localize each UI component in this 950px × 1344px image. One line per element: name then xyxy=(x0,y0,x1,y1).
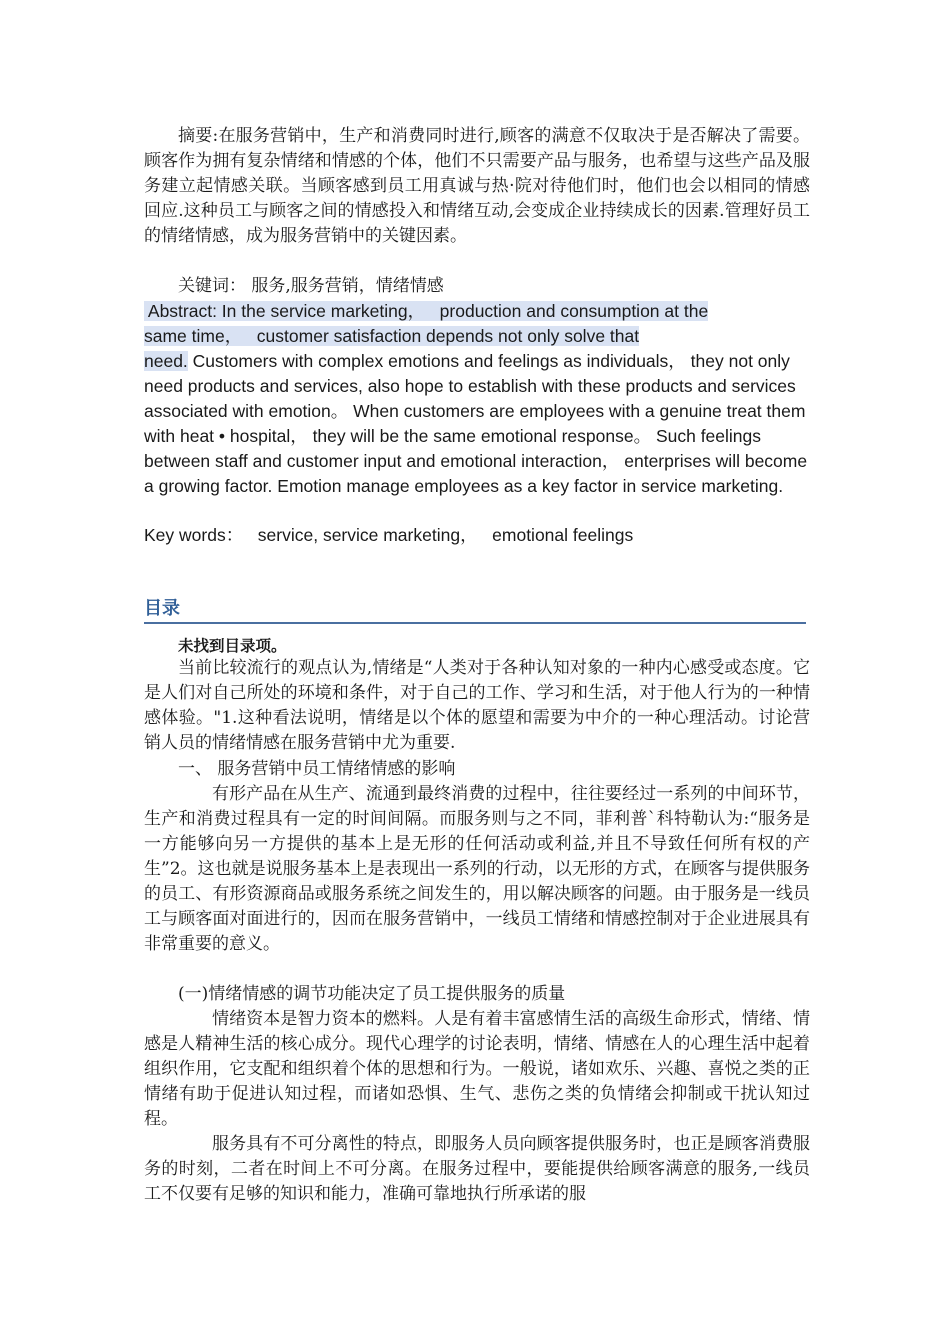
subsection1-title: (一)情绪情感的调节功能决定了员工提供服务的质量 xyxy=(178,984,566,1004)
section1-title: 一、 服务营销中员工情绪情感的影响 xyxy=(178,759,456,779)
toc-not-found: 未找到目录项。 xyxy=(178,636,287,655)
abstract-en-line1 xyxy=(144,299,810,324)
keywords-en: Key words： service, service marketing， emotional feelings xyxy=(144,525,634,545)
abstract-en-highlight-1: Abstract: In the service marketing， production and consumption at the xyxy=(144,301,709,321)
abstract-en-body xyxy=(144,349,812,498)
toc-heading: 目录 xyxy=(144,598,180,619)
toc-divider xyxy=(144,622,806,624)
abstract-en-line2 xyxy=(144,324,810,349)
subsection1-paragraph-1: 情绪资本是智力资本的燃料。人是有着丰富感情生活的高级生命形式，情绪、情感是人精神生活的核心成分。现代心理学的讨论表明，情绪、情感在人的心理生活中起着组织作用，它支配和组织着个体的思想和行为。一般说，诸如欢乐、兴趣、喜悦之类的正情绪有助于促进认知过程，而诸如恐惧、生气、悲伤之类的负情绪会抑制或干扰认知过程。 xyxy=(144,1009,810,1129)
section1-paragraph: 有形产品在从生产、流通到最终消费的过程中，往往要经过一系列的中间环节，生产和消费过程具有一定的时间间隔。而服务则与之不同，菲利普`科特勒认为:“服务是一方能够向另一方提供的基本上是无形的任何活动或利益,并且不导致任何所有权的产生”2。这也就是说服务基本上是表现出一系列的行动，以无形的方式，在顾客与提供服务的员工、有形资源商品或服务系统之间发生的，用以解决顾客的问题。由于服务是一线员工与顾客面对面进行的，因而在服务营销中，一线员工情绪和情感控制对于企业进展具有非常重要的意义。 xyxy=(144,784,810,954)
keywords-zh: 关键词： 服务,服务营销，情绪情感 xyxy=(178,276,444,296)
intro-paragraph: 当前比较流行的观点认为,情绪是“人类对于各种认知对象的一种内心感受或态度。它是人们对自己所处的环境和条件，对于自己的工作、学习和生活，对于他人行为的一种情感体验。"1.这种看法说明，情绪是以个体的愿望和需要为中介的一种心理活动。讨论营销人员的情绪情感在服务营销中尤为重要. xyxy=(144,658,810,753)
abstract-en-highlight-3: need. xyxy=(144,351,188,371)
abstract-en-rest: Customers with complex emotions and feelings as individuals， they not only need products and services, also hope to establish with these products and services associated with emotion。 When customers are employees with a genuine treat them with heat • hospital， they will be the same emotional response。 Such feelings between staff and customer input and emotional interaction， enterprises will become a growing factor. Emotion manage employees as a key factor in service marketing. xyxy=(144,351,808,496)
subsection1-paragraph-2: 服务具有不可分离性的特点，即服务人员向顾客提供服务时，也正是顾客消费服务的时刻，二者在时间上不可分离。在服务过程中，要能提供给顾客满意的服务,一线员工不仅要有足够的知识和能力，准确可靠地执行所承诺的服 xyxy=(144,1134,810,1204)
abstract-en-highlight-2: same time， customer satisfaction depends not only solve that xyxy=(144,326,640,346)
abstract-zh: 摘要:在服务营销中，生产和消费同时进行,顾客的满意不仅取决于是否解决了需要。顾客作为拥有复杂情绪和情感的个体，他们不只需要产品与服务，也希望与这些产品及服务建立起情感关联。当顾客感到员工用真诚与热·院对待他们时，他们也会以相同的情感回应.这种员工与顾客之间的情感投入和情绪互动,会变成企业持续成长的因素.管理好员工的情绪情感，成为服务营销中的关键因素。 xyxy=(144,126,810,246)
